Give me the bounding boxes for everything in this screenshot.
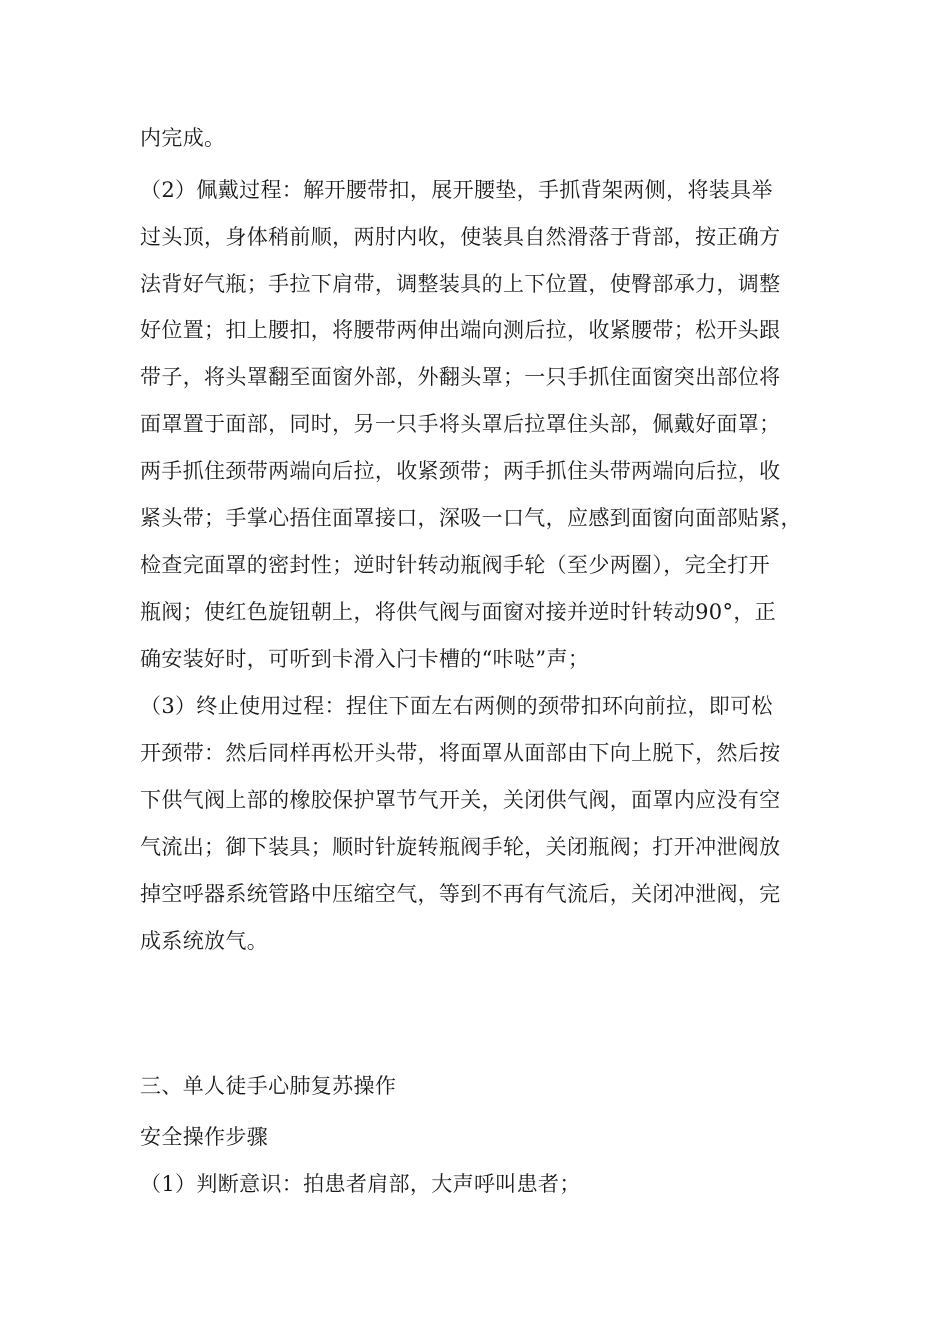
item-3-line-1: （3）终止使用过程：捏住下面左右两侧的颈带扣环向前拉，即可松 — [140, 694, 773, 718]
item-3-line-5: 掉空呼器系统管路中压缩空气，等到不再有气流后，关闭冲泄阀，完 — [140, 882, 781, 906]
item-2-line-10: 瓶阀；使红色旋钮朝上，将供气阀与面窗对接并逆时针转动90°，正 — [140, 600, 777, 624]
item-2-line-7: 两手抓住颈带两端向后拉，收紧颈带；两手抓住头带两端向后拉，收 — [140, 459, 781, 483]
step-1: （1）判断意识：拍患者肩部，大声呼叫患者； — [140, 1172, 581, 1196]
item-3-line-2: 开颈带：然后同样再松开头带，将面罩从面部由下向上脱下，然后按 — [140, 741, 781, 765]
item-2-line-8: 紧头带；手掌心捂住面罩接口，深吸一口气，应感到面窗向面部贴紧， — [140, 506, 802, 530]
item-2-line-1: （2）佩戴过程：解开腰带扣，展开腰垫，手抓背架两侧，将装具举 — [140, 178, 773, 202]
item-2-line-11: 确安装好时，可听到卡滑入闩卡槽的“咔哒”声； — [140, 647, 590, 671]
item-3-line-4: 气流出；御下装具；顺时针旋转瓶阀手轮，关闭瓶阀；打开冲泄阀放 — [140, 835, 781, 859]
item-2-line-2: 过头顶，身体稍前顺，两肘内收，使装具自然滑落于背部，按正确方 — [140, 225, 781, 249]
paragraph-line: 内完成。 — [140, 126, 226, 150]
subheading: 安全操作步骤 — [140, 1125, 269, 1149]
item-3-line-6: 成系统放气。 — [140, 929, 269, 953]
item-2-line-4: 好位置；扣上腰扣，将腰带两伸出端向测后拉，收紧腰带；松开头跟 — [140, 318, 781, 342]
item-2-line-9: 检查完面罩的密封性；逆时针转动瓶阀手轮（至少两圈），完全打开 — [140, 553, 770, 577]
section-heading: 三、单人徒手心肺复苏操作 — [140, 1074, 397, 1098]
item-2-line-6: 面罩置于面部，同时，另一只手将头罩后拉罩住头部，佩戴好面罩； — [140, 412, 781, 436]
item-3-line-3: 下供气阀上部的橡胶保护罩节气开关，关闭供气阀，面罩内应没有空 — [140, 788, 781, 812]
item-2-line-5: 带子，将头罩翻至面窗外部，外翻头罩；一只手抓住面窗突出部位将 — [140, 365, 781, 389]
item-2-line-3: 法背好气瓶；手拉下肩带，调整装具的上下位置，使臀部承力，调整 — [140, 272, 781, 296]
